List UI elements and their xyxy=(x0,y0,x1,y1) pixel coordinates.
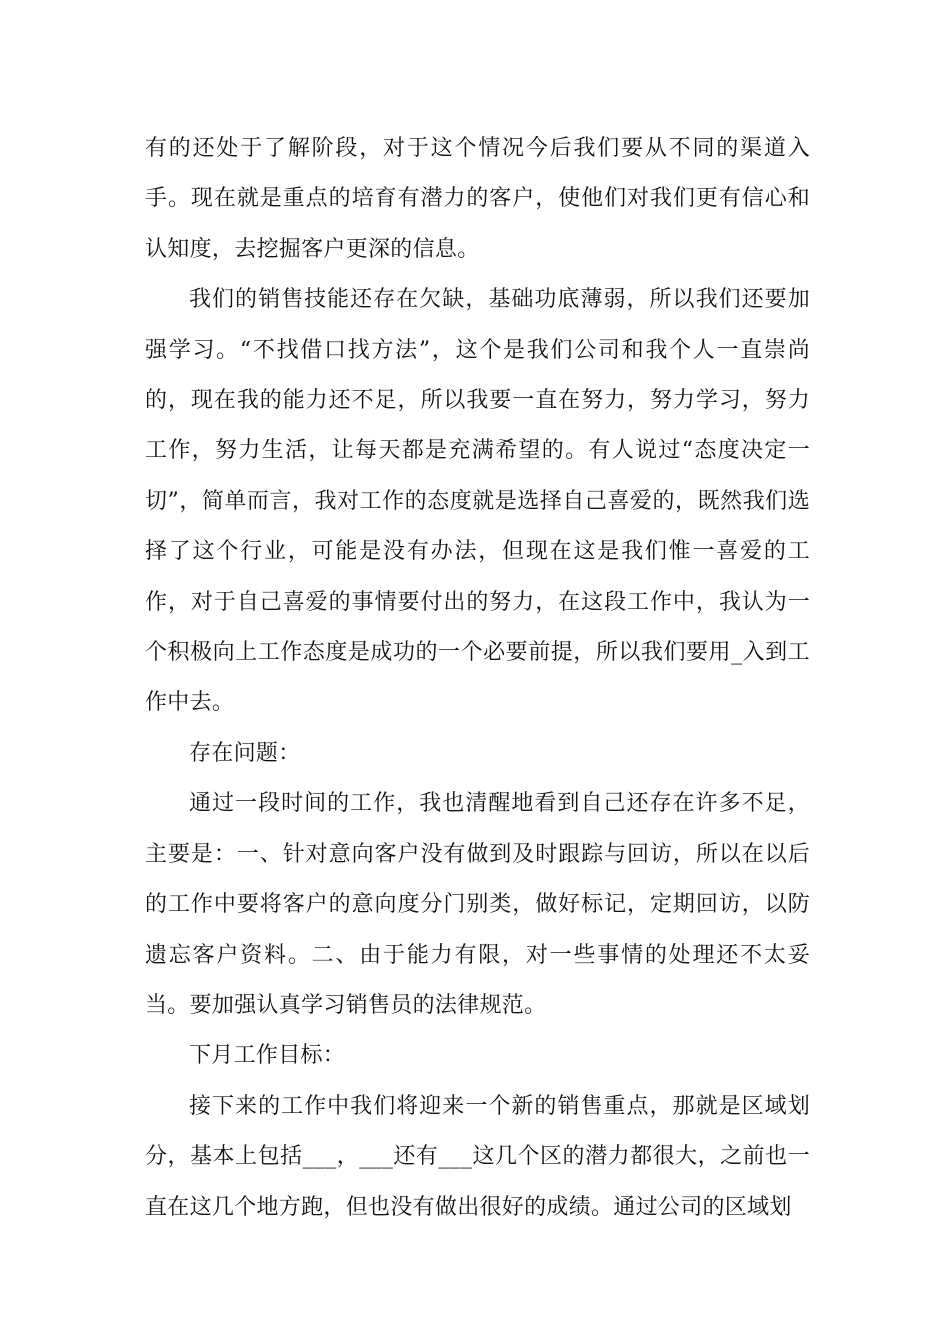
paragraph-goals: 接下来的工作中我们将迎来一个新的销售重点，那就是区域划分，基本上包括___，___还有___这几个区的潜力都很大，之前也一直在这几个地方跑，但也没有做出很好的成绩。通过公司的区域划 xyxy=(145,1093,810,1220)
paragraph-problems: 通过一段时间的工作，我也清醒地看到自己还存在许多不足，主要是：一、针对意向客户没有做到及时跟踪与回访，所以在以后的工作中要将客户的意向度分门别类，做好标记，定期回访，以防遗忘客户资料。二、由于能力有限，对一些事情的处理还不太妥当。要加强认真学习销售员的法律规范。 xyxy=(145,791,810,1018)
document-body xyxy=(145,124,810,1233)
paragraph-sales-skills: 我们的销售技能还存在欠缺，基础功底薄弱，所以我们还要加强学习。“不找借口找方法”，这个是我们公司和我个人一直崇尚的，现在我的能力还不足，所以我要一直在努力，努力学习，努力工作，努力生活，让每天都是充满希望的。有人说过“态度决定一切”，简单而言，我对工作的态度就是选择自己喜爱的，既然我们选择了这个行业，可能是没有办法，但现在这是我们惟一喜爱的工作，对于自己喜爱的事情要付出的努力，在这段工作中，我认为一个积极向上工作态度是成功的一个必要前提，所以我们要用_入到工作中去。 xyxy=(145,287,810,716)
heading-next-month-goals: 下月工作目标： xyxy=(189,1043,346,1069)
paragraph-intro-continuation: 有的还处于了解阶段，对于这个情况今后我们要从不同的渠道入手。现在就是重点的培育有潜力的客户，使他们对我们更有信心和认知度，去挖掘客户更深的信息。 xyxy=(145,136,810,262)
heading-existing-problems: 存在问题： xyxy=(189,740,301,766)
